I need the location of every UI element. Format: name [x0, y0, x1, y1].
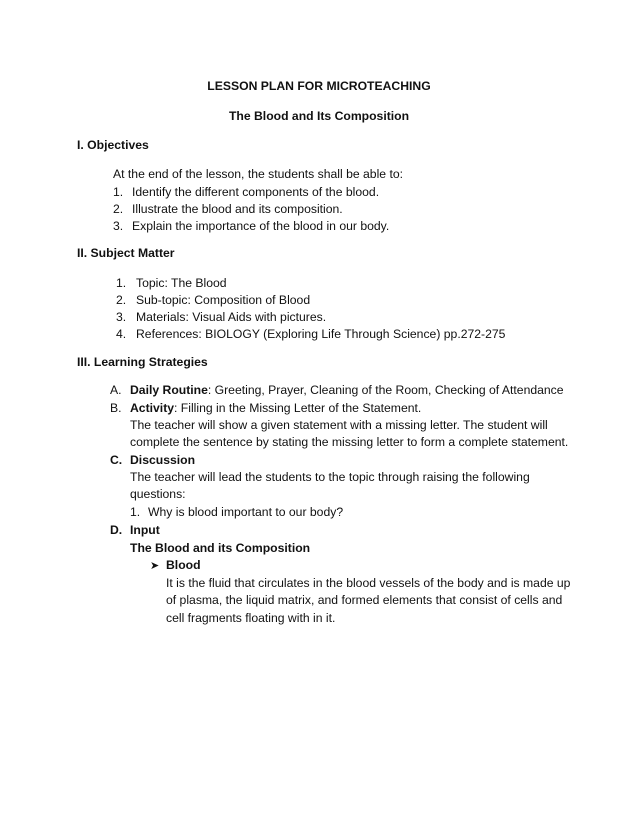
- blood-definition-line: of plasma, the liquid matrix, and formed elements that consist of cells and: [166, 593, 563, 607]
- strategy-discussion-line: questions:: [130, 487, 186, 501]
- strategy-text: : Filling in the Missing Letter of the Statement.: [174, 401, 422, 415]
- strategy-letter: D.: [110, 523, 123, 537]
- subject-number: 3.: [116, 310, 127, 324]
- subject-number: 1.: [116, 276, 127, 290]
- strategy-daily-routine: [130, 382, 564, 399]
- subject-item: References: BIOLOGY (Exploring Life Through Science) pp.272-275: [136, 327, 506, 341]
- subject-number: 4.: [116, 327, 127, 341]
- bullet-item-blood: [150, 557, 201, 575]
- objective-number: 2.: [113, 202, 124, 216]
- strategy-input-label: Input: [130, 523, 160, 537]
- strategy-discussion-label: Discussion: [130, 453, 196, 467]
- strategy-activity: [130, 400, 421, 417]
- strategy-activity-line: The teacher will show a given statement with a missing letter. The student will: [130, 418, 548, 432]
- document-title: LESSON PLAN FOR MICROTEACHING: [207, 79, 431, 93]
- objectives-intro: At the end of the lesson, the students shall be able to:: [113, 167, 403, 181]
- strategy-label: Activity: [130, 401, 175, 415]
- question-number: 1.: [130, 505, 141, 519]
- discussion-question: Why is blood important to our body?: [148, 505, 344, 519]
- document-subtitle: The Blood and Its Composition: [228, 109, 410, 123]
- strategy-letter: A.: [110, 383, 122, 397]
- objective-item: Illustrate the blood and its composition.: [132, 202, 343, 216]
- blood-definition-line: cell fragments floating with in it.: [166, 611, 336, 625]
- objective-item: Identify the different components of the blood.: [132, 185, 380, 199]
- objective-item: Explain the importance of the blood in our body.: [132, 219, 390, 233]
- strategy-letter: C.: [110, 453, 123, 467]
- strategy-discussion-line: The teacher will lead the students to the topic through raising the following: [130, 470, 530, 484]
- section-heading-learning-strategies: III. Learning Strategies: [77, 355, 208, 369]
- subject-item: Sub-topic: Composition of Blood: [136, 293, 311, 307]
- blood-definition-line: It is the fluid that circulates in the blood vessels of the body and is made up: [166, 576, 571, 590]
- strategy-activity-line: complete the sentence by stating the missing letter to form a complete statement.: [130, 435, 569, 449]
- objective-number: 3.: [113, 219, 124, 233]
- section-heading-subject-matter: II. Subject Matter: [77, 246, 175, 260]
- strategy-label: Daily Routine: [130, 383, 208, 397]
- subject-item: Topic: The Blood: [136, 276, 227, 290]
- strategy-text: : Greeting, Prayer, Cleaning of the Room, Checking of Attendance: [207, 383, 564, 397]
- arrow-bullet-icon: ➤: [150, 560, 160, 572]
- strategy-letter: B.: [110, 401, 122, 415]
- subject-number: 2.: [116, 293, 127, 307]
- bullet-label: Blood: [166, 558, 201, 572]
- objective-number: 1.: [113, 185, 124, 199]
- section-heading-objectives: I. Objectives: [77, 138, 149, 152]
- subject-item: Materials: Visual Aids with pictures.: [136, 310, 327, 324]
- input-sub-heading: The Blood and its Composition: [130, 541, 311, 555]
